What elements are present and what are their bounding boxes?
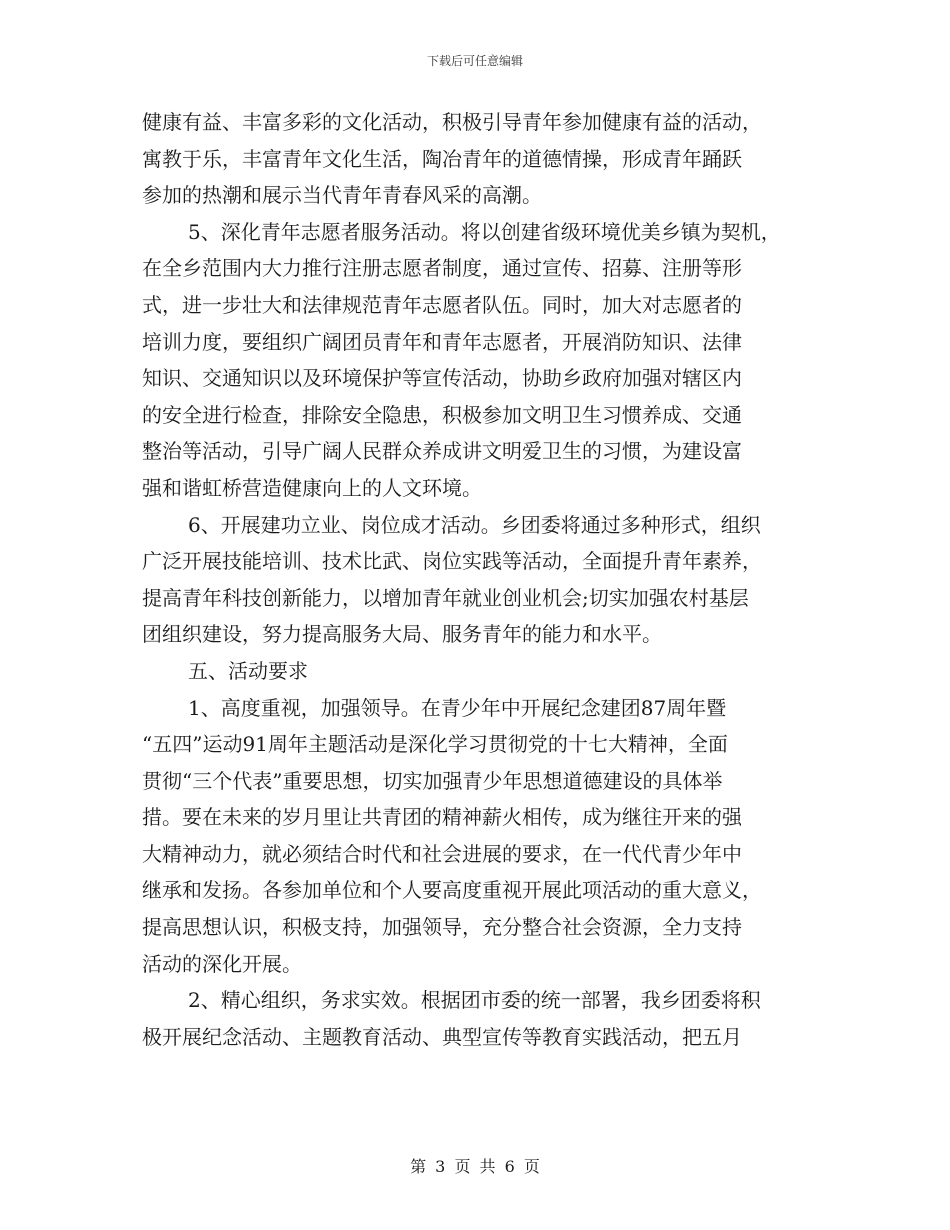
text-line: 的安全进行检查，排除安全隐患，积极参加文明卫生习惯养成、交通 bbox=[142, 402, 742, 427]
text-line: 寓教于乐，丰富青年文化生活，陶冶青年的道德情操，形成青年踊跃 bbox=[142, 146, 742, 171]
text-line: “五四”运动91周年主题活动是深化学习贯彻党的十七大精神，全面 bbox=[142, 732, 728, 757]
text-line: 提高青年科技创新能力，以增加青年就业创业机会;切实加强农村基层 bbox=[142, 585, 749, 610]
text-line: 极开展纪念活动、主题教育活动、典型宣传等教育实践活动，把五月 bbox=[142, 1024, 742, 1049]
text-line: 继承和发扬。各参加单位和个人要高度重视开展此项活动的重大意义， bbox=[142, 878, 762, 903]
text-line: 广泛开展技能培训、技术比武、岗位实践等活动，全面提升青年素养， bbox=[142, 549, 762, 574]
text-line: 团组织建设，努力提高服务大局、服务青年的能力和水平。 bbox=[142, 622, 662, 647]
text-line: 1、高度重视，加强领导。在青少年中开展纪念建团87周年暨 bbox=[188, 695, 727, 720]
text-line: 贯彻“三个代表”重要思想，切实加强青少年思想道德建设的具体举 bbox=[142, 768, 723, 793]
text-line: 提高思想认识，积极支持，加强领导，充分整合社会资源，全力支持 bbox=[142, 915, 742, 940]
text-line: 5、深化青年志愿者服务活动。将以创建省级环境优美乡镇为契机， bbox=[188, 219, 781, 244]
text-line: 健康有益、丰富多彩的文化活动，积极引导青年参加健康有益的活动， bbox=[142, 110, 762, 134]
text-line: 五、活动要求 bbox=[188, 658, 308, 683]
text-line: 整治等活动，引导广阔人民群众养成讲文明爱卫生的习惯，为建设富 bbox=[142, 439, 742, 464]
text-line: 式，进一步壮大和法律规范青年志愿者队伍。同时，加大对志愿者的 bbox=[142, 292, 742, 317]
text-line: 参加的热潮和展示当代青年青春风采的高潮。 bbox=[142, 183, 542, 208]
text-line: 培训力度，要组织广阔团员青年和青年志愿者，开展消防知识、法律 bbox=[142, 329, 742, 354]
text-line: 知识、交通知识以及环境保护等宣传活动，协助乡政府加强对辖区内 bbox=[142, 366, 742, 391]
text-line: 强和谐虹桥营造健康向上的人文环境。 bbox=[142, 475, 482, 500]
text-line: 6、开展建功立业、岗位成才活动。乡团委将通过多种形式，组织 bbox=[188, 512, 761, 537]
page-header-note: 下载后可任意编辑 bbox=[426, 54, 523, 68]
text-line: 在全乡范围内大力推行注册志愿者制度，通过宣传、招募、注册等形 bbox=[142, 256, 742, 281]
text-line: 活动的深化开展。 bbox=[142, 951, 302, 976]
text-line: 2、精心组织，务求实效。根据团市委的统一部署，我乡团委将积 bbox=[188, 988, 761, 1013]
text-line: 大精神动力，就必须结合时代和社会进展的要求，在一代代青少年中 bbox=[142, 841, 742, 866]
page-footer-number: 第 3 页 共 6 页 bbox=[410, 1157, 540, 1176]
document-body bbox=[142, 104, 822, 1055]
text-line: 措。要在未来的岁月里让共青团的精神薪火相传，成为继往开来的强 bbox=[142, 805, 742, 830]
